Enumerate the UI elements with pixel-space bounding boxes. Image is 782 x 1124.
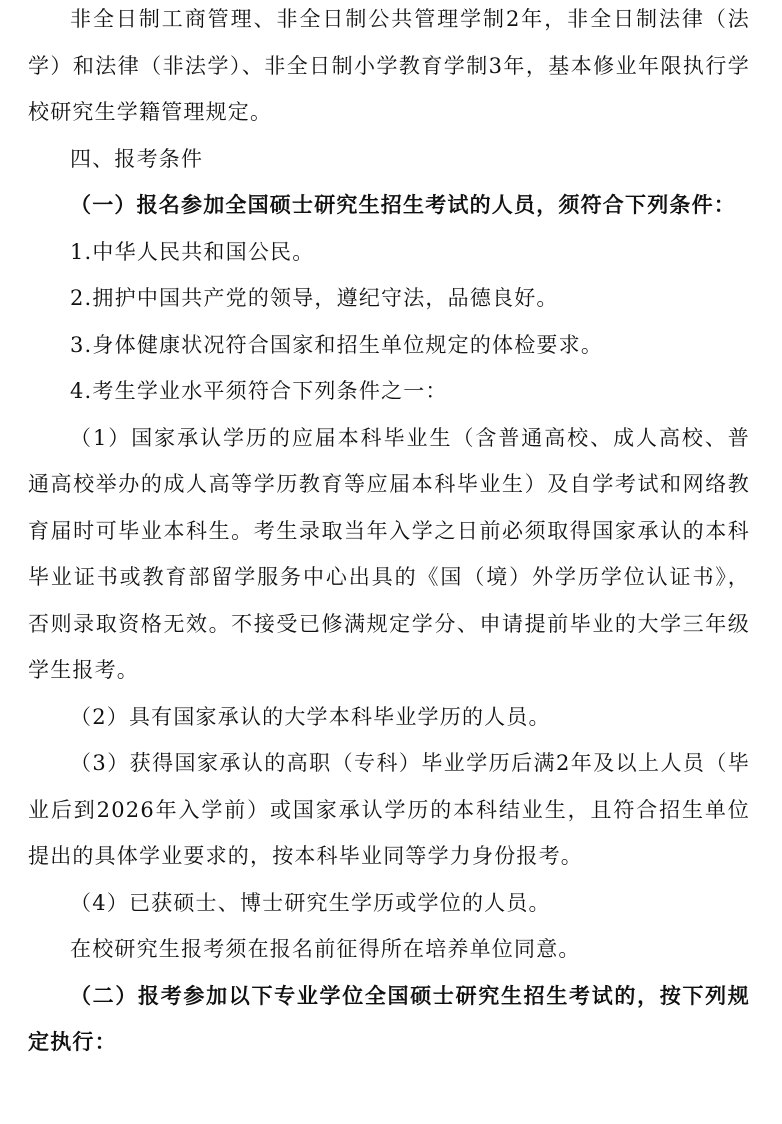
subsection-heading-professional-degree: （二）报考参加以下专业学位全国硕士研究生招生考试的，按下列规定执行： [28,982,750,1054]
academic-option-2: （2）具有国家承认的大学本科毕业学历的人员。 [70,704,551,729]
condition-conduct: 2.拥护中国共产党的领导，遵纪守法，品德良好。 [70,286,559,310]
academic-option-1: （1）国家承认学历的应届本科毕业生（含普通高校、成人高校、普通高校举办的成人高等学历教育等应届本科毕业生）及自学考试和网络教育届时可毕业本科生。考生录取当年入学之日前必须取得国家承认的本科毕业证书或教育部留学服务中心出具的《国（境）外学历学位认证书》，否则录取资格无效。不接受已修满规定学分、申请提前毕业的大学三年级学生报考。 [28,425,750,682]
condition-citizen: 1.中华人民共和国公民。 [70,239,315,264]
academic-option-3: （3）获得国家承认的高职（专科）毕业学历后满2年及以上人员（毕业后到2026年入学前）或国家承认学历的本科结业生，且符合招生单位提出的具体学业要求的，按本科毕业同等学力身份报考。 [28,751,750,868]
section-heading-requirements: 四、报考条件 [70,146,204,171]
paragraph-current-students: 在校研究生报考须在报名前征得所在培养单位同意。 [70,937,581,961]
academic-option-4: （4）已获硕士、博士研究生学历或学位的人员。 [70,890,551,915]
condition-academic: 4.考生学业水平须符合下列条件之一： [70,379,448,403]
paragraph-study-duration: 非全日制工商管理、非全日制公共管理学制2年，非全日制法律（法学）和法律（非法学）、非全日制小学教育学制3年，基本修业年限执行学校研究生学籍管理规定。 [28,7,750,124]
subsection-heading-general-exam: （一）报名参加全国硕士研究生招生考试的人员，须符合下列条件： [70,192,736,217]
document-body [28,0,750,1066]
condition-health: 3.身体健康状况符合国家和招生单位规定的体检要求。 [70,332,604,357]
